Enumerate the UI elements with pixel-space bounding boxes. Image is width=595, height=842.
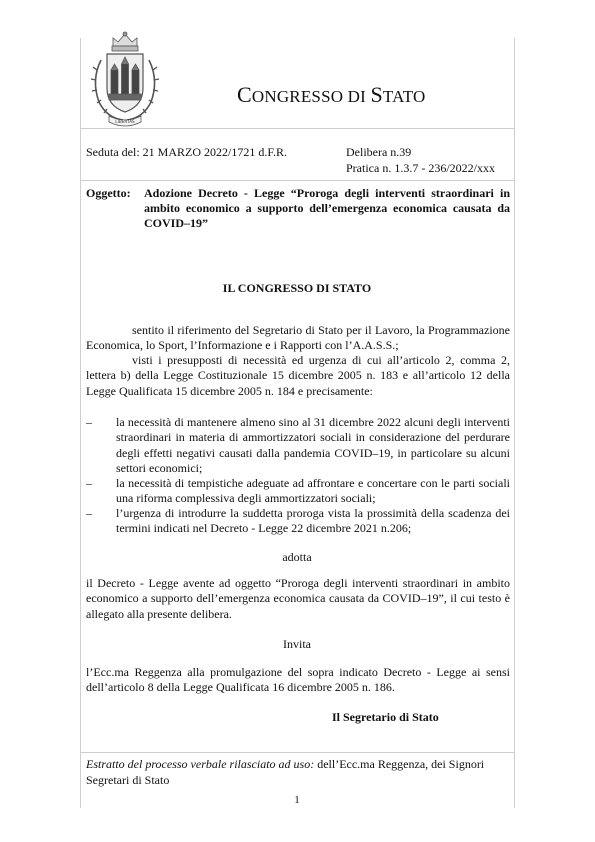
bullet-text: la necessità di tempistiche adeguate ad affrontare e concertare con le parti sociali una riforma complessiva degli ammortizzatori sociali; xyxy=(116,476,510,506)
footer-italic: Estratto del processo verbale rilasciato ad uso: xyxy=(86,757,315,771)
seduta-line: Seduta del: 21 MARZO 2022/1721 d.F.R. xyxy=(86,145,288,159)
footer-rest: dell’Ecc.ma Reggenza, dei Signori Segretari di Stato xyxy=(86,757,485,787)
right-margin-rule xyxy=(514,38,515,808)
bullet-dash: – xyxy=(86,506,92,520)
signature-line: Il Segretario di Stato xyxy=(332,710,439,724)
page-number: 1 xyxy=(294,794,300,806)
left-margin-rule xyxy=(80,38,81,808)
coat-of-arms-emblem xyxy=(87,30,163,130)
delibera-number: Delibera n.39 xyxy=(346,145,412,159)
oggetto-section xyxy=(86,186,510,231)
divider-footer xyxy=(80,752,514,753)
oggetto-label: Oggetto: xyxy=(86,186,131,200)
bullet-dash: – xyxy=(86,415,92,429)
bullet-text: la necessità di mantenere almeno sino al 31 dicembre 2022 alcuni degli interventi straordinari in materia di ammortizzatori sociali in considerazione del perdurare degli effetti negativi causati dalla pandemia COVID–19, in particolare su alcuni settori economici; xyxy=(116,415,510,476)
emblem-motto: LIBERTAS xyxy=(115,119,135,124)
title-initial-s: S xyxy=(370,82,383,107)
adotta-word: adotta xyxy=(282,550,312,564)
paragraph-sentito: sentito il riferimento del Segretario di Stato per il Lavoro, la Programmazione Economica, lo Sport, l’Informazione e i Rapporti con l’A.A.S.S.; xyxy=(86,323,510,353)
footer-note xyxy=(86,756,510,788)
pratica-number: Pratica n. 1.3.7 - 236/2022/xxx xyxy=(346,161,495,175)
divider-meta xyxy=(80,180,514,181)
section-heading: IL CONGRESSO DI STATO xyxy=(222,281,372,295)
list-item xyxy=(86,415,510,477)
paragraph-visti: visti i presupposti di necessità ed urgenza di cui all’articolo 2, comma 2, lettera b) della Legge Costituzionale 15 dicembre 2005 n. 183 e all’articolo 12 della Legge Qualificata 15 dicembre 2005 n. 184 e precisamente: xyxy=(86,353,510,398)
title-small-caps-1: ONGRESSO DI xyxy=(251,87,371,106)
list-item xyxy=(86,506,510,537)
invita-word: Invita xyxy=(283,637,311,651)
oggetto-text: Adozione Decreto - Legge “Proroga degli interventi straordinari in ambito economico a supporto dell’emergenza economica causata da COVID–19” xyxy=(144,186,510,230)
page-title xyxy=(237,82,425,108)
bullet-dash: – xyxy=(86,476,92,490)
paragraph-decreto: il Decreto - Legge avente ad oggetto “Proroga degli interventi straordinari in ambito economico a supporto dell’emergenza economica causata da COVID–19”, il cui testo è allegato alla presente delibera. xyxy=(86,576,510,621)
title-small-caps-2: TATO xyxy=(382,87,426,106)
divider-top xyxy=(80,128,514,129)
list-item xyxy=(86,476,510,507)
bullet-text: l’urgenza di introdurre la suddetta proroga vista la prossimità della scadenza dei termini indicati nel Decreto - Legge 22 dicembre 2021 n.206; xyxy=(116,506,510,536)
title-initial-c: C xyxy=(237,82,252,107)
paragraph-reggenza: l’Ecc.ma Reggenza alla promulgazione del sopra indicato Decreto - Legge ai sensi dell’articolo 8 della Legge Qualificata 16 dicembre 2005 n. 186. xyxy=(86,665,510,695)
